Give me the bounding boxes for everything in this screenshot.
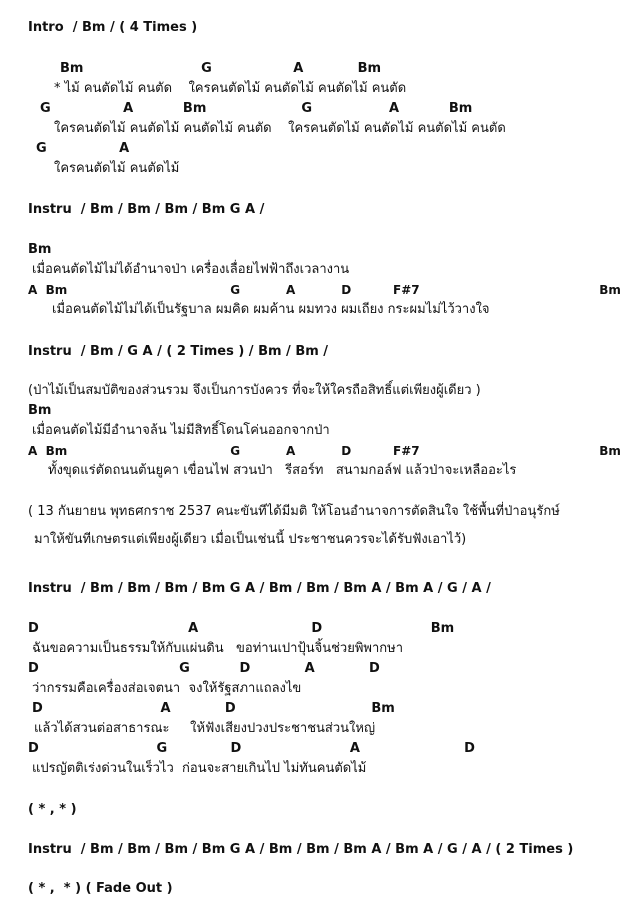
chord-line: D G D A D — [28, 661, 380, 676]
instru-line: Instru / Bm / Bm / Bm / Bm G A / — [28, 202, 265, 217]
repeat-fade-line: ( * , * ) ( Fade Out ) — [28, 881, 173, 896]
lyric-line: ว่ากรรมคือเครื่องส่อเจตนา จงให้รัฐสภาแถลงไข — [32, 681, 302, 696]
chord-line: D A D Bm — [28, 621, 455, 636]
lyric-line: เมื่อคนตัดไม้ไม่ได้อำนาจป่า เครื่องเลื่อยไฟฟ้าถึงเวลางาน — [32, 262, 350, 277]
instru-line: Instru / Bm / Bm / Bm / Bm G A / Bm / Bm / Bm A / Bm A / G / A / — [28, 581, 491, 596]
lyric-line: เมื่อคนตัดไม้มีอำนาจล้น ไม่มีสิทธิ์โดนโค่นออกจากป่า — [32, 423, 330, 438]
lyric-line: เมื่อคนตัดไม้ไม่ได้เป็นรัฐบาล ผมคิด ผมค้าน ผมทวง ผมเถียง กระผมไม่ไว้วางใจ — [52, 302, 490, 317]
instru-line: Instru / Bm / G A / ( 2 Times ) / Bm / Bm / — [28, 344, 329, 359]
lyric-line: แปรญัตติเร่งด่วนในเร็วไว ก่อนจะสายเกินไป ไม่ทันคนตัดไม้ — [32, 761, 367, 776]
chord-line: D A D Bm — [32, 701, 395, 716]
repeat-line: ( * , * ) — [28, 802, 77, 817]
note-line: ( 13 กันยายน พุทธศกราช 2537 คนะขันทีได้มีมติ ให้โอนอำนาจการตัดสินใจ ใช้พื้นที่ป่าอนุรักษ์ — [28, 504, 560, 519]
chord-line: Bm — [28, 242, 52, 257]
instru-line: Instru / Bm / Bm / Bm / Bm G A / Bm / Bm / Bm A / Bm A / G / A / ( 2 Times ) — [28, 842, 574, 857]
note-line: (ป่าไม้เป็นสมบัติของส่วนรวม จึงเป็นการบังควร ที่จะให้ใครถือสิทธิ์แต่เพียงผู้เดียว ) — [28, 383, 481, 398]
chord-line: A Bm G A D F#7 Bm — [28, 283, 621, 297]
chord-line: Bm G A Bm — [60, 61, 382, 76]
chord-line: Bm — [28, 403, 52, 418]
lyric-line: ฉันขอความเป็นธรรมให้กับแผ่นดิน ขอท่านเปาปุ้นจิ้นช่วยพิพากษา — [32, 641, 404, 656]
lyric-line: ทั้งขุดแร่ตัดถนนต้นยูคา เขื่อนไฟ สวนป่า รีสอร์ท สนามกอล์ฟ แล้วป่าจะเหลืออะไร — [48, 463, 517, 478]
intro-line: Intro / Bm / ( 4 Times ) — [28, 20, 198, 35]
chord-line: A Bm G A D F#7 Bm — [28, 444, 621, 458]
chord-line: G A — [36, 141, 130, 156]
lyric-line: แล้วได้สวนต่อสาธารณะ ให้ฟังเสียงปวงประชาชนส่วนใหญ่ — [34, 721, 376, 736]
chord-line: D G D A D — [28, 741, 475, 756]
lyric-line: ใครคนตัดไม้ คนตัดไม้ คนตัดไม้ คนตัด ใครคนตัดไม้ คนตัดไม้ คนตัดไม้ คนตัด — [54, 121, 506, 136]
chord-line: G A Bm G A Bm — [40, 101, 473, 116]
lyric-line: ใครคนตัดไม้ คนตัดไม้ — [54, 161, 180, 176]
note-line: มาให้ขันทีเกษตรแต่เพียงผู้เดียว เมื่อเป็นเช่นนี้ ประชาชนควรจะได้รับฟังเอาไว้) — [34, 532, 467, 547]
lyric-line: * ไม้ คนตัดไม้ คนตัด ใครคนตัดไม้ คนตัดไม้ คนตัดไม้ คนตัด — [54, 81, 407, 96]
